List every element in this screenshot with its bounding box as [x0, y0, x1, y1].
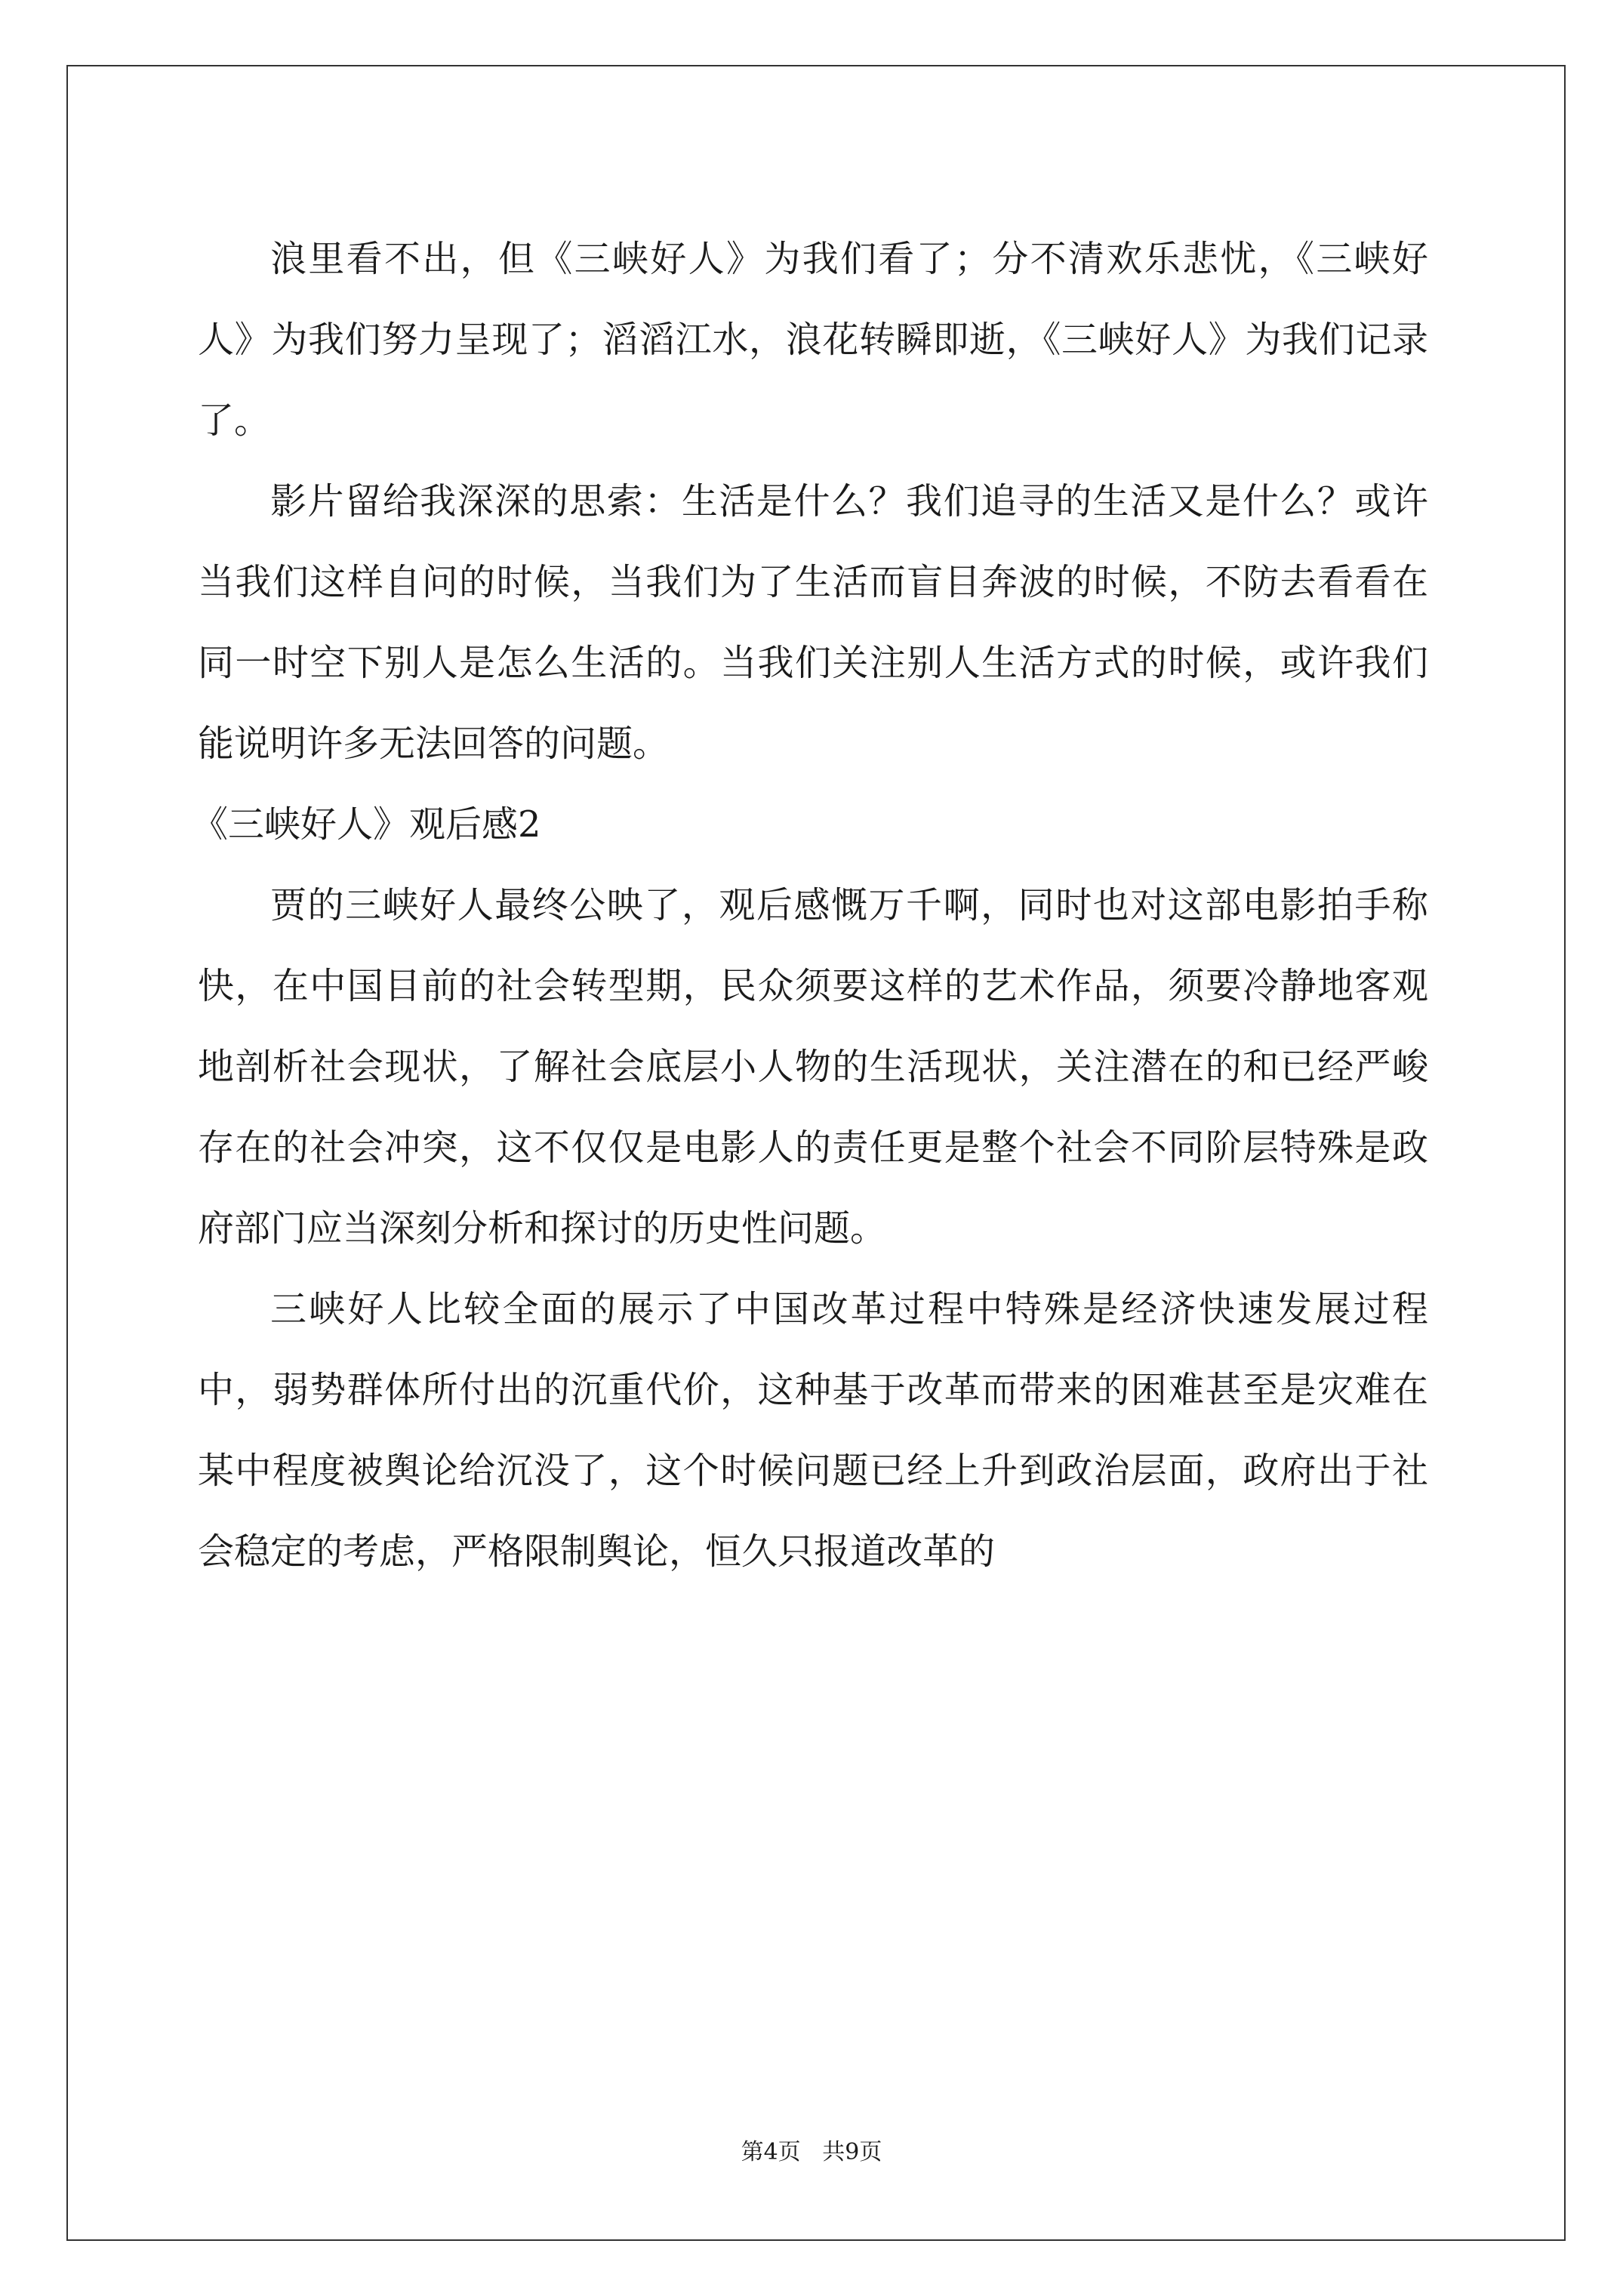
paragraph-1: 浪里看不出，但《三峡好人》为我们看了；分不清欢乐悲忧，《三峡好人》为我们努力呈现了；滔滔江水，浪花转瞬即逝，《三峡好人》为我们记录了。 — [198, 238, 1428, 442]
paragraph-4: 三峡好人比较全面的展示了中国改革过程中特殊是经济快速发展过程中，弱势群体所付出的沉重代价，这种基于改革而带来的困难甚至是灾难在某中程度被舆论给沉没了，这个时候问题已经上升到政治层面，政府出于社会稳定的考虑，严格限制舆论，恒久只报道改革的 — [198, 1288, 1428, 1573]
paragraph-3: 贾的三峡好人最终公映了，观后感慨万千啊，同时也对这部电影拍手称快，在中国目前的社会转型期，民众须要这样的艺术作品，须要冷静地客观地剖析社会现状，了解社会底层小人物的生活现状，关注潜在的和已经严峻存在的社会冲突，这不仅仅是电影人的责任更是整个社会不同阶层特殊是政府部门应当深刻分析和探讨的历史性问题。 — [198, 884, 1428, 1250]
page-number-footer: 第4页 共9页 — [741, 2139, 882, 2165]
document-body — [192, 219, 1428, 1592]
paragraph-2: 影片留给我深深的思索：生活是什么？我们追寻的生活又是什么？或许当我们这样自问的时候，当我们为了生活而盲目奔波的时候，不防去看看在同一时空下别人是怎么生活的。当我们关注别人生活方式的时候，或许我们能说明许多无法回答的问题。 — [198, 480, 1428, 765]
section-title: 《三峡好人》观后感2 — [192, 803, 541, 846]
